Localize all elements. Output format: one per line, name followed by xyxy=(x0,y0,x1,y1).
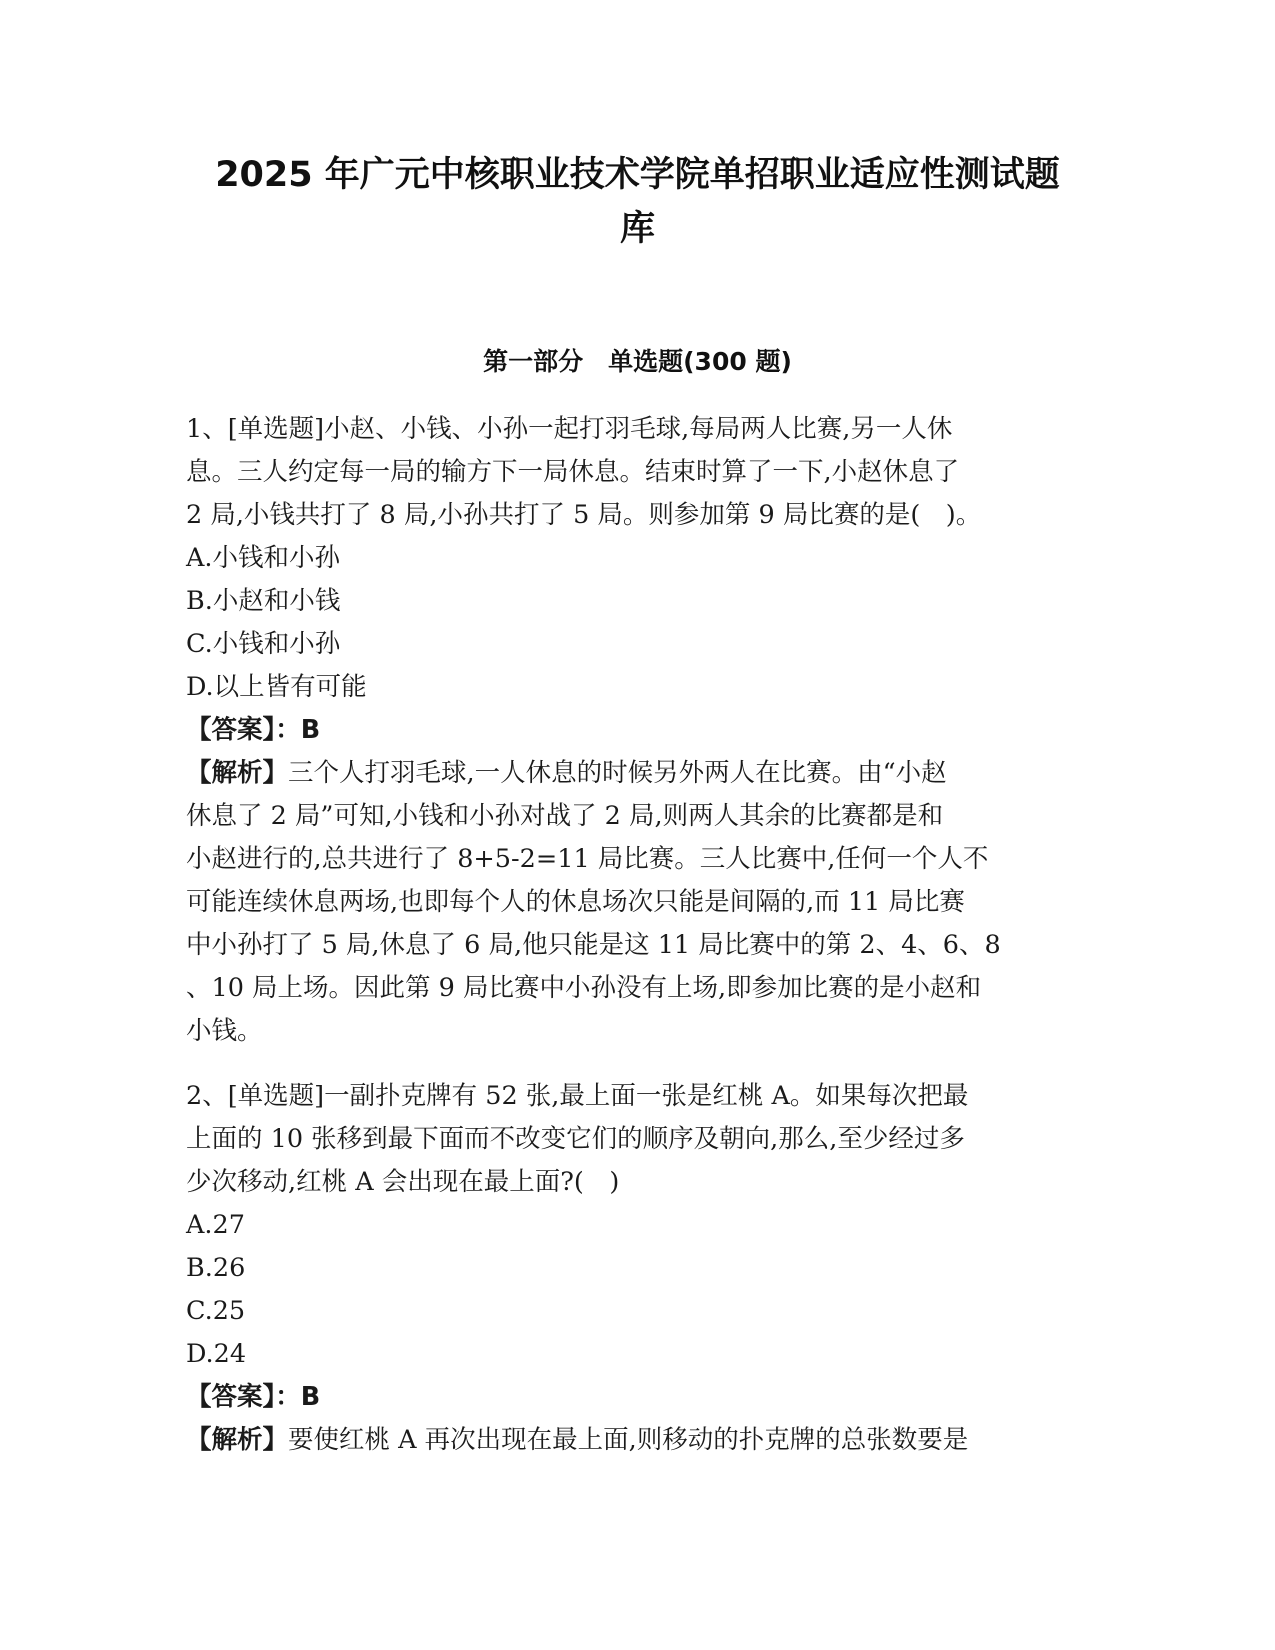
analysis-line: 小赵进行的,总共进行了 8+5-2=11 局比赛。三人比赛中,任何一个人不 xyxy=(186,844,989,874)
analysis-label: 【解析】 xyxy=(186,1425,289,1455)
document-title-line-1: 2025 年广元中核职业技术学院单招职业适应性测试题 xyxy=(215,155,1060,195)
answer-line xyxy=(186,1376,1091,1419)
analysis-line: 、10 局上场。因此第 9 局比赛中小孙没有上场,即参加比赛的是小赵和 xyxy=(186,973,982,1003)
option-d: D.24 xyxy=(186,1339,247,1369)
option-b: B.26 xyxy=(186,1253,246,1283)
document-title xyxy=(150,148,1125,256)
analysis-text: 要使红桃 A 再次出现在最上面,则移动的扑克牌的总张数要是 xyxy=(288,1425,969,1455)
question-stem-line: 息。三人约定每一局的输方下一局休息。结束时算了一下,小赵休息了 xyxy=(186,457,960,487)
option-c: C.25 xyxy=(186,1296,246,1326)
analysis-line xyxy=(186,1419,1091,1462)
analysis-line: 可能连续休息两场,也即每个人的休息场次只能是间隔的,而 11 局比赛 xyxy=(186,887,965,917)
question-stem-line: 上面的 10 张移到最下面而不改变它们的顺序及朝向,那么,至少经过多 xyxy=(186,1124,965,1154)
answer-value: ：B xyxy=(275,1382,321,1412)
option-a: A.27 xyxy=(186,1210,245,1240)
analysis-label: 【解析】 xyxy=(186,758,289,788)
section-title: 第一部分 单选题(300 题) xyxy=(483,347,792,376)
question-stem-line: 2、[单选题]一副扑克牌有 52 张,最上面一张是红桃 A。如果每次把最 xyxy=(186,1081,969,1111)
analysis-line: 小钱。 xyxy=(186,1016,263,1046)
question-stem-line: 1、[单选题]小赵、小钱、小孙一起打羽毛球,每局两人比赛,另一人休 xyxy=(186,414,953,444)
option-b: B.小赵和小钱 xyxy=(186,586,341,616)
analysis-line: 休息了 2 局”可知,小钱和小孙对战了 2 局,则两人其余的比赛都是和 xyxy=(186,801,944,831)
question-1 xyxy=(186,408,1091,1053)
option-a: A.小钱和小孙 xyxy=(186,543,341,573)
answer-label: 【答案】 xyxy=(186,1382,276,1412)
analysis-line xyxy=(186,752,1091,795)
answer-line xyxy=(186,709,1091,752)
analysis-line: 中小孙打了 5 局,休息了 6 局,他只能是这 11 局比赛中的第 2、4、6、8 xyxy=(186,930,1001,960)
document-title-line-2: 库 xyxy=(619,209,655,249)
option-d: D.以上皆有可能 xyxy=(186,672,367,702)
option-c: C.小钱和小孙 xyxy=(186,629,341,659)
answer-value: ：B xyxy=(275,715,321,745)
answer-label: 【答案】 xyxy=(186,715,276,745)
question-2 xyxy=(186,1075,1091,1462)
question-stem-line: 少次移动,红桃 A 会出现在最上面?( ) xyxy=(186,1167,620,1197)
analysis-text: 三个人打羽毛球,一人休息的时候另外两人在比赛。由“小赵 xyxy=(288,758,947,788)
question-stem-line: 2 局,小钱共打了 8 局,小孙共打了 5 局。则参加第 9 局比赛的是( )。 xyxy=(186,500,982,530)
